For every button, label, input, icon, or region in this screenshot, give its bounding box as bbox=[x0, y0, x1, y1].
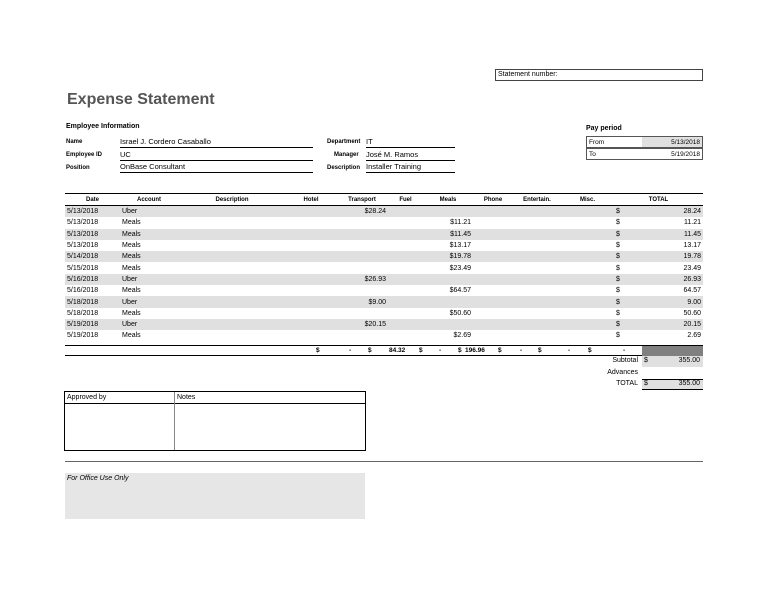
cell-description[interactable] bbox=[178, 206, 286, 218]
cell-meals[interactable] bbox=[423, 274, 473, 285]
cell-misc[interactable] bbox=[561, 308, 614, 319]
subtotal-label: Subtotal bbox=[612, 357, 638, 364]
notes-field[interactable] bbox=[176, 404, 364, 449]
hotel-total: - bbox=[349, 347, 352, 354]
cell-account[interactable]: Meals bbox=[120, 251, 178, 262]
transport-total-currency: $ bbox=[368, 347, 372, 354]
cell-entertain[interactable] bbox=[513, 274, 561, 285]
cell-description[interactable] bbox=[178, 262, 286, 273]
cell-misc[interactable] bbox=[561, 330, 614, 341]
department-label: Department bbox=[327, 139, 361, 145]
cell-date[interactable]: 5/15/2018 bbox=[67, 264, 99, 272]
cell-account[interactable]: Meals bbox=[122, 287, 141, 295]
col-phone: Phone bbox=[473, 194, 513, 206]
cell-misc[interactable] bbox=[561, 262, 614, 273]
cell-account[interactable]: Uber bbox=[120, 274, 178, 285]
position-label: Position bbox=[66, 165, 90, 171]
manager-field[interactable]: José M. Ramos bbox=[366, 150, 455, 161]
statement-number-label: Statement number: bbox=[498, 71, 558, 78]
cell-entertain[interactable] bbox=[513, 206, 561, 218]
total-currency: $ bbox=[644, 380, 648, 387]
column-totals-row bbox=[65, 345, 703, 356]
cell-total: 50.60 bbox=[683, 309, 702, 317]
col-hotel: Hotel bbox=[286, 194, 336, 206]
cell-total: 11.45 bbox=[642, 229, 703, 240]
table-header-row bbox=[65, 194, 703, 206]
pay-period-from-label: From bbox=[589, 139, 605, 146]
cell-description[interactable] bbox=[178, 296, 286, 307]
table-row bbox=[65, 308, 703, 319]
office-use-area[interactable] bbox=[65, 473, 365, 519]
approved-by-field[interactable] bbox=[66, 404, 173, 449]
cell-meals[interactable]: $11.21 bbox=[450, 219, 471, 227]
page-title: Expense Statement bbox=[67, 91, 215, 108]
meals-total-currency: $ bbox=[458, 347, 462, 354]
cell-misc[interactable] bbox=[561, 319, 614, 330]
cell-date[interactable]: 5/14/2018 bbox=[65, 251, 120, 262]
cell-fuel[interactable] bbox=[388, 206, 423, 218]
fuel-total: - bbox=[439, 347, 442, 354]
approved-by-label: Approved by bbox=[67, 394, 107, 401]
advances-label: Advances bbox=[607, 369, 638, 376]
cell-fuel[interactable] bbox=[388, 217, 423, 228]
pay-period-heading: Pay period bbox=[586, 125, 622, 132]
cell-hotel[interactable] bbox=[286, 274, 336, 285]
cell-phone[interactable] bbox=[473, 296, 513, 307]
cell-meals[interactable]: $2.69 bbox=[453, 332, 471, 340]
col-date: Date bbox=[65, 194, 120, 206]
cell-description[interactable] bbox=[178, 251, 286, 262]
cell-total: 26.93 bbox=[642, 274, 703, 285]
office-use-label: For Office Use Only bbox=[67, 475, 129, 482]
cell-meals[interactable]: $23.49 bbox=[449, 264, 471, 272]
cell-fuel[interactable] bbox=[388, 308, 423, 319]
cell-misc[interactable] bbox=[561, 274, 614, 285]
description-label: Description bbox=[327, 165, 361, 171]
department-field[interactable]: IT bbox=[366, 137, 455, 148]
cell-phone[interactable] bbox=[473, 206, 513, 218]
cell-account[interactable]: Uber bbox=[120, 206, 178, 218]
cell-account[interactable]: Meals bbox=[122, 332, 141, 340]
cell-entertain[interactable] bbox=[513, 217, 561, 228]
name-field[interactable]: Israel J. Cordero Casaballo bbox=[120, 137, 313, 148]
expense-table bbox=[65, 193, 703, 342]
cell-date[interactable]: 5/19/2018 bbox=[67, 332, 99, 340]
cell-transport[interactable] bbox=[336, 217, 388, 228]
cell-entertain[interactable] bbox=[513, 262, 561, 273]
cell-entertain[interactable] bbox=[513, 285, 561, 296]
cell-phone[interactable] bbox=[473, 330, 513, 341]
cell-date[interactable]: 5/18/2018 bbox=[65, 296, 120, 307]
cell-total: 64.57 bbox=[683, 287, 702, 295]
cell-account[interactable]: Meals bbox=[122, 219, 141, 227]
cell-account[interactable]: Meals bbox=[122, 264, 141, 272]
cell-hotel[interactable] bbox=[286, 206, 336, 218]
cell-transport[interactable]: $28.24 bbox=[336, 206, 388, 218]
cell-meals[interactable] bbox=[423, 206, 473, 218]
cell-misc[interactable] bbox=[561, 229, 614, 240]
misc-total-currency: $ bbox=[588, 347, 592, 354]
cell-transport[interactable] bbox=[336, 251, 388, 262]
col-transport: Transport bbox=[336, 194, 388, 206]
misc-total: - bbox=[623, 347, 626, 354]
approval-header-row bbox=[65, 392, 365, 404]
cell-total-currency: $ bbox=[614, 319, 642, 330]
table-row bbox=[65, 229, 703, 240]
col-description: Description bbox=[178, 194, 286, 206]
cell-phone[interactable] bbox=[473, 240, 513, 251]
cell-date[interactable]: 5/13/2018 bbox=[67, 242, 99, 250]
cell-transport[interactable]: $26.93 bbox=[336, 274, 388, 285]
cell-total: 2.69 bbox=[687, 332, 702, 340]
description-field[interactable]: Installer Training bbox=[366, 162, 455, 173]
col-fuel: Fuel bbox=[388, 194, 423, 206]
cell-transport[interactable]: $9.00 bbox=[336, 296, 388, 307]
cell-account[interactable]: Meals bbox=[122, 309, 141, 317]
col-misc: Misc. bbox=[561, 194, 614, 206]
cell-total-currency: $ bbox=[616, 219, 620, 227]
manager-label: Manager bbox=[334, 152, 359, 158]
cell-phone[interactable] bbox=[473, 251, 513, 262]
table-row bbox=[65, 330, 703, 341]
cell-transport[interactable] bbox=[336, 262, 388, 273]
cell-misc[interactable] bbox=[561, 296, 614, 307]
cell-transport[interactable] bbox=[336, 240, 388, 251]
cell-total: 23.49 bbox=[683, 264, 702, 272]
cell-entertain[interactable] bbox=[513, 319, 561, 330]
cell-date[interactable]: 5/16/2018 bbox=[65, 274, 120, 285]
approval-divider bbox=[174, 392, 175, 450]
cell-meals[interactable] bbox=[423, 296, 473, 307]
cell-fuel[interactable] bbox=[388, 330, 423, 341]
cell-total: 19.78 bbox=[642, 251, 703, 262]
cell-fuel[interactable] bbox=[388, 262, 423, 273]
hotel-total-currency: $ bbox=[316, 347, 320, 354]
cell-entertain[interactable] bbox=[513, 296, 561, 307]
cell-hotel[interactable] bbox=[286, 217, 336, 228]
fuel-total-currency: $ bbox=[419, 347, 423, 354]
cell-total: 13.17 bbox=[683, 242, 702, 250]
cell-account[interactable]: Meals bbox=[122, 242, 141, 250]
cell-date[interactable]: 5/16/2018 bbox=[67, 287, 99, 295]
cell-description[interactable] bbox=[178, 240, 286, 251]
col-account: Account bbox=[120, 194, 178, 206]
table-row bbox=[65, 296, 703, 307]
cell-total-currency: $ bbox=[616, 242, 620, 250]
col-total: TOTAL bbox=[614, 194, 703, 206]
cell-account[interactable]: Meals bbox=[120, 229, 178, 240]
table-row bbox=[65, 251, 703, 262]
cell-total-currency: $ bbox=[616, 287, 620, 295]
cell-phone[interactable] bbox=[473, 262, 513, 273]
cell-meals[interactable]: $19.78 bbox=[423, 251, 473, 262]
col-meals: Meals bbox=[423, 194, 473, 206]
phone-total-currency: $ bbox=[498, 347, 502, 354]
cell-hotel[interactable] bbox=[286, 308, 336, 319]
table-row bbox=[65, 274, 703, 285]
cell-transport[interactable] bbox=[336, 229, 388, 240]
cell-fuel[interactable] bbox=[388, 274, 423, 285]
cell-account[interactable]: Uber bbox=[120, 296, 178, 307]
cell-date[interactable]: 5/18/2018 bbox=[67, 309, 99, 317]
cell-entertain[interactable] bbox=[513, 251, 561, 262]
cell-meals[interactable]: $11.45 bbox=[423, 229, 473, 240]
cell-entertain[interactable] bbox=[513, 308, 561, 319]
cell-fuel[interactable] bbox=[388, 319, 423, 330]
cell-total: 20.15 bbox=[642, 319, 703, 330]
cell-hotel[interactable] bbox=[286, 285, 336, 296]
cell-phone[interactable] bbox=[473, 229, 513, 240]
total-value: 355.00 bbox=[678, 380, 700, 387]
cell-description[interactable] bbox=[178, 229, 286, 240]
cell-misc[interactable] bbox=[561, 217, 614, 228]
cell-meals[interactable]: $13.17 bbox=[449, 242, 471, 250]
cell-date[interactable]: 5/19/2018 bbox=[65, 319, 120, 330]
cell-description[interactable] bbox=[178, 285, 286, 296]
cell-description[interactable] bbox=[178, 330, 286, 341]
cell-hotel[interactable] bbox=[286, 251, 336, 262]
table-row bbox=[65, 262, 703, 273]
cell-hotel[interactable] bbox=[286, 240, 336, 251]
table-row bbox=[65, 240, 703, 251]
cell-meals[interactable]: $50.60 bbox=[449, 309, 471, 317]
position-field[interactable]: OnBase Consultant bbox=[120, 162, 313, 173]
cell-fuel[interactable] bbox=[388, 251, 423, 262]
cell-description[interactable] bbox=[178, 319, 286, 330]
cell-account[interactable]: Uber bbox=[120, 319, 178, 330]
cell-description[interactable] bbox=[178, 217, 286, 228]
employee-info-heading: Employee Information bbox=[66, 123, 140, 130]
col-entertain: Entertain. bbox=[513, 194, 561, 206]
cell-hotel[interactable] bbox=[286, 262, 336, 273]
cell-misc[interactable] bbox=[561, 240, 614, 251]
cell-total-currency: $ bbox=[614, 251, 642, 262]
approval-box bbox=[64, 391, 366, 451]
table-row bbox=[65, 217, 703, 228]
cell-entertain[interactable] bbox=[513, 229, 561, 240]
cell-hotel[interactable] bbox=[286, 319, 336, 330]
cell-total-currency: $ bbox=[614, 206, 642, 218]
cell-total: 28.24 bbox=[642, 206, 703, 218]
cell-meals[interactable] bbox=[423, 319, 473, 330]
phone-total: - bbox=[520, 347, 523, 354]
transport-total: 84.32 bbox=[389, 347, 406, 354]
cell-misc[interactable] bbox=[561, 251, 614, 262]
employee-id-field[interactable]: UC bbox=[120, 150, 313, 161]
cell-misc[interactable] bbox=[561, 285, 614, 296]
table-row bbox=[65, 319, 703, 330]
cell-date[interactable]: 5/13/2018 bbox=[65, 206, 120, 218]
cell-entertain[interactable] bbox=[513, 330, 561, 341]
cell-misc[interactable] bbox=[561, 206, 614, 218]
cell-phone[interactable] bbox=[473, 285, 513, 296]
entertain-total-currency: $ bbox=[538, 347, 542, 354]
cell-description[interactable] bbox=[178, 274, 286, 285]
cell-total-currency: $ bbox=[616, 309, 620, 317]
meals-total: 196.96 bbox=[465, 347, 485, 354]
pay-period-from[interactable] bbox=[586, 136, 703, 148]
cell-transport[interactable]: $20.15 bbox=[336, 319, 388, 330]
cell-phone[interactable] bbox=[473, 319, 513, 330]
cell-fuel[interactable] bbox=[388, 229, 423, 240]
cell-phone[interactable] bbox=[473, 217, 513, 228]
cell-total-currency: $ bbox=[616, 332, 620, 340]
cell-total: 9.00 bbox=[642, 296, 703, 307]
cell-phone[interactable] bbox=[473, 274, 513, 285]
cell-fuel[interactable] bbox=[388, 240, 423, 251]
pay-period-to-value: 5/19/2018 bbox=[671, 151, 700, 158]
cell-date[interactable]: 5/13/2018 bbox=[65, 229, 120, 240]
cell-hotel[interactable] bbox=[286, 330, 336, 341]
cell-transport[interactable] bbox=[336, 330, 388, 341]
cell-fuel[interactable] bbox=[388, 285, 423, 296]
cell-total-currency: $ bbox=[616, 264, 620, 272]
statement-number-field[interactable] bbox=[495, 69, 703, 81]
cell-total-currency: $ bbox=[614, 296, 642, 307]
employee-id-label: Employee ID bbox=[66, 152, 103, 158]
cell-transport[interactable] bbox=[336, 308, 388, 319]
total-label: TOTAL bbox=[616, 380, 638, 387]
pay-period-to[interactable] bbox=[586, 148, 703, 160]
cell-total-currency: $ bbox=[614, 274, 642, 285]
cell-description[interactable] bbox=[178, 308, 286, 319]
cell-total-currency: $ bbox=[614, 229, 642, 240]
table-row bbox=[65, 206, 703, 218]
cell-date[interactable]: 5/13/2018 bbox=[67, 219, 99, 227]
cell-fuel[interactable] bbox=[388, 296, 423, 307]
subtotal-value: 355.00 bbox=[678, 357, 700, 364]
pay-period-to-label: To bbox=[589, 151, 596, 158]
section-divider bbox=[65, 461, 703, 462]
table-row bbox=[65, 285, 703, 296]
grand-total-cell-shaded bbox=[642, 346, 703, 356]
cell-hotel[interactable] bbox=[286, 229, 336, 240]
cell-transport[interactable] bbox=[336, 285, 388, 296]
name-label: Name bbox=[66, 139, 83, 145]
cell-meals[interactable]: $64.57 bbox=[449, 287, 471, 295]
notes-label: Notes bbox=[177, 394, 196, 401]
cell-phone[interactable] bbox=[473, 308, 513, 319]
subtotal-currency: $ bbox=[644, 357, 648, 364]
cell-total: 11.21 bbox=[684, 219, 702, 227]
pay-period-from-value: 5/13/2018 bbox=[642, 137, 702, 147]
entertain-total: - bbox=[568, 347, 571, 354]
cell-hotel[interactable] bbox=[286, 296, 336, 307]
cell-entertain[interactable] bbox=[513, 240, 561, 251]
